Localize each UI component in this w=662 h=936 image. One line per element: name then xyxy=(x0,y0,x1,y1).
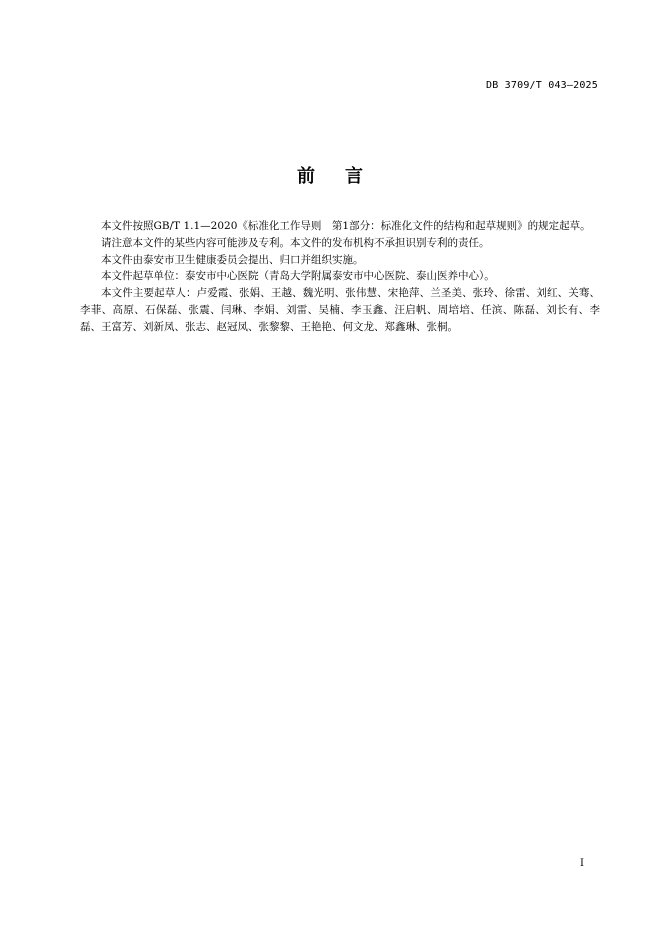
title-part-2: 言 xyxy=(345,166,365,187)
document-code: DB 3709/T 043—2025 xyxy=(486,80,598,91)
paragraph-drafting-unit: 本文件起草单位：泰安市中心医院（青岛大学附属泰安市中心医院、泰山医养中心）。 xyxy=(101,270,495,283)
paragraph-patent-notice: 请注意本文件的某些内容可能涉及专利。本文件的发布机构不承担识别专利的责任。 xyxy=(101,236,490,249)
paragraph-drafters: 本文件主要起草人：卢爱霞、张娟、王越、魏光明、张伟慧、宋艳萍、兰圣美、张玲、徐雷、刘红、关骞、李菲、高原、石保磊、张震、闫琳、李娟、刘雷、吴楠、李玉鑫、汪启帆、周培培、任滨、陈磊、刘长有、李磊、王富芳、刘新凤、张志、赵冠凤、张黎黎、王艳艳、何文龙、郑鑫琳、张桐。 xyxy=(80,287,600,333)
paragraph-drafting-rules: 本文件按照GB/T 1.1—2020《标准化工作导则 第1部分：标准化文件的结构和起草规则》的规定起草。 xyxy=(101,220,591,232)
paragraph-proposer: 本文件由泰安市卫生健康委员会提出、归口并组织实施。 xyxy=(101,253,364,266)
page-number: I xyxy=(580,858,584,869)
foreword-body xyxy=(80,218,600,336)
title-part-1: 前 xyxy=(297,166,317,187)
page-title xyxy=(0,162,662,188)
